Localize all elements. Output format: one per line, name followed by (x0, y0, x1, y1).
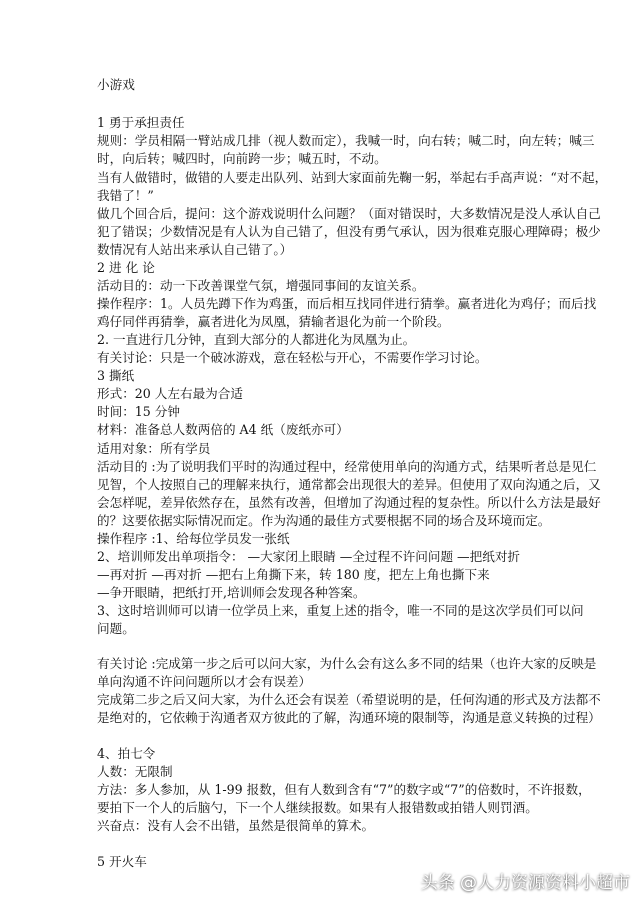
text-line: 问题。 (97, 621, 135, 636)
text-line: 操作程序：1。人员先蹲下作为鸡蛋，而后相互找同伴进行猜拳。赢者进化为鸡仔；而后找 (97, 296, 597, 311)
text-line: 会怎样呢，差异依然存在，虽然有改善，但增加了沟通过程的复杂性。所以什么方法是最好 (97, 495, 601, 510)
text-line: 鸡仔同伴再猜拳，赢者进化为凤凰，猜输者退化为前一个阶段。 (97, 314, 450, 329)
text-line: 活动目的 :为了说明我们平时的沟通过程中，经常使用单向的沟通方式，结果听者总是见仁 (97, 459, 597, 474)
text-line: 要拍下一个人的后脑勺，下一个人继续报数。如果有人报错数或拍错人则罚酒。 (97, 800, 538, 815)
text-line: 2. 一直进行几分钟，直到大部分的人都进化为凤凰为止。 (97, 332, 416, 347)
text-line: 是绝对的，它依赖于沟通者双方彼此的了解，沟通环境的限制等，沟通是意义转换的过程） (97, 710, 601, 725)
text-line: 时间：15 分钟 (97, 404, 180, 419)
section-heading-5: 5 开火车 (97, 854, 147, 869)
section-heading-1: 1 勇于承担责任 (97, 115, 185, 130)
text-line: 单向沟通不许问问题所以才会有误差） (97, 674, 312, 689)
text-line: 完成第二步之后又问大家，为什么还会有误差（希望说明的是，任何沟通的形式及方法都不 (97, 692, 601, 707)
text-line: 操作程序 :1、给每位学员发一张纸 (97, 531, 290, 546)
text-line: 2、培训师发出单项指令： —大家闭上眼睛 —全过程不许问问题 —把纸对折 (97, 549, 521, 564)
text-line: 时，向后转；喊四时，向前跨一步；喊五时，不动。 (97, 151, 387, 166)
doc-title: 小游戏 (97, 77, 135, 92)
text-line: 见智，个人按照自己的理解来执行，通常都会出现很大的差异。但使用了双向沟通之后，又 (97, 477, 601, 492)
text-line: 方法：多人参加，从 1-99 报数，但有人数到含有“7”的数字或“7”的倍数时，不许报数， (97, 782, 591, 797)
text-line: 材料：准备总人数两倍的 A4 纸（废纸亦可） (97, 422, 349, 437)
text-line: —争开眼睛，把纸打开,培训师会发现各种答案。 (97, 585, 366, 600)
text-line: 数情况有人站出来承认自己错了。） (97, 242, 293, 257)
text-line: 当有人做错时，做错的人要走出队列、站到大家面前先鞠一躬，举起右手高声说：“对不起， (97, 170, 608, 185)
section-heading-2: 2 进 化 论 (97, 260, 155, 275)
text-line: 有关讨论：只是一个破冰游戏，意在轻松与开心，不需要作学习讨论。 (97, 350, 488, 365)
text-line: 规则：学员相隔一臂站成几排（视人数而定），我喊一时，向右转；喊二时，向左转；喊三 (97, 133, 595, 148)
text-line: 犯了错误；少数情况是有人认为自己错了，但没有勇气承认，因为很难克服心理障碍；极少 (97, 224, 601, 239)
text-line: 兴奋点：没有人会不出错，虽然是很简单的算术。 (97, 818, 375, 833)
text-line: 做几个回合后，提问：这个游戏说明什么问题？（面对错误时，大多数情况是没人承认自己 (97, 206, 601, 221)
text-line: 有关讨论 :完成第一步之后可以问大家，为什么会有这么多不同的结果（也许大家的反映是 (97, 656, 597, 671)
text-line: 我错了！” (97, 188, 154, 203)
text-line: 人数：无限制 (97, 764, 173, 779)
section-heading-3: 3 撕纸 (97, 368, 135, 383)
watermark-text: 头条 @人力资源资料小超市 (420, 873, 630, 893)
text-line: 的？这要依据实际情况而定。作为沟通的最佳方式要根据不同的场合及环境而定。 (97, 513, 551, 528)
text-line: —再对折 —再对折 —把右上角撕下来，转 180 度，把左上角也撕下来 (97, 567, 490, 582)
text-line: 活动目的：动一下改善课堂气氛，增强同事间的友谊关系。 (97, 278, 425, 293)
text-line: 适用对象：所有学员 (97, 441, 211, 456)
text-line: 形式：20 人左右最为合适 (97, 386, 243, 401)
section-heading-4: 4、拍七令 (97, 746, 156, 761)
text-line: 3、这时培训师可以请一位学员上来，重复上述的指令，唯一不同的是这次学员们可以问 (97, 603, 584, 618)
